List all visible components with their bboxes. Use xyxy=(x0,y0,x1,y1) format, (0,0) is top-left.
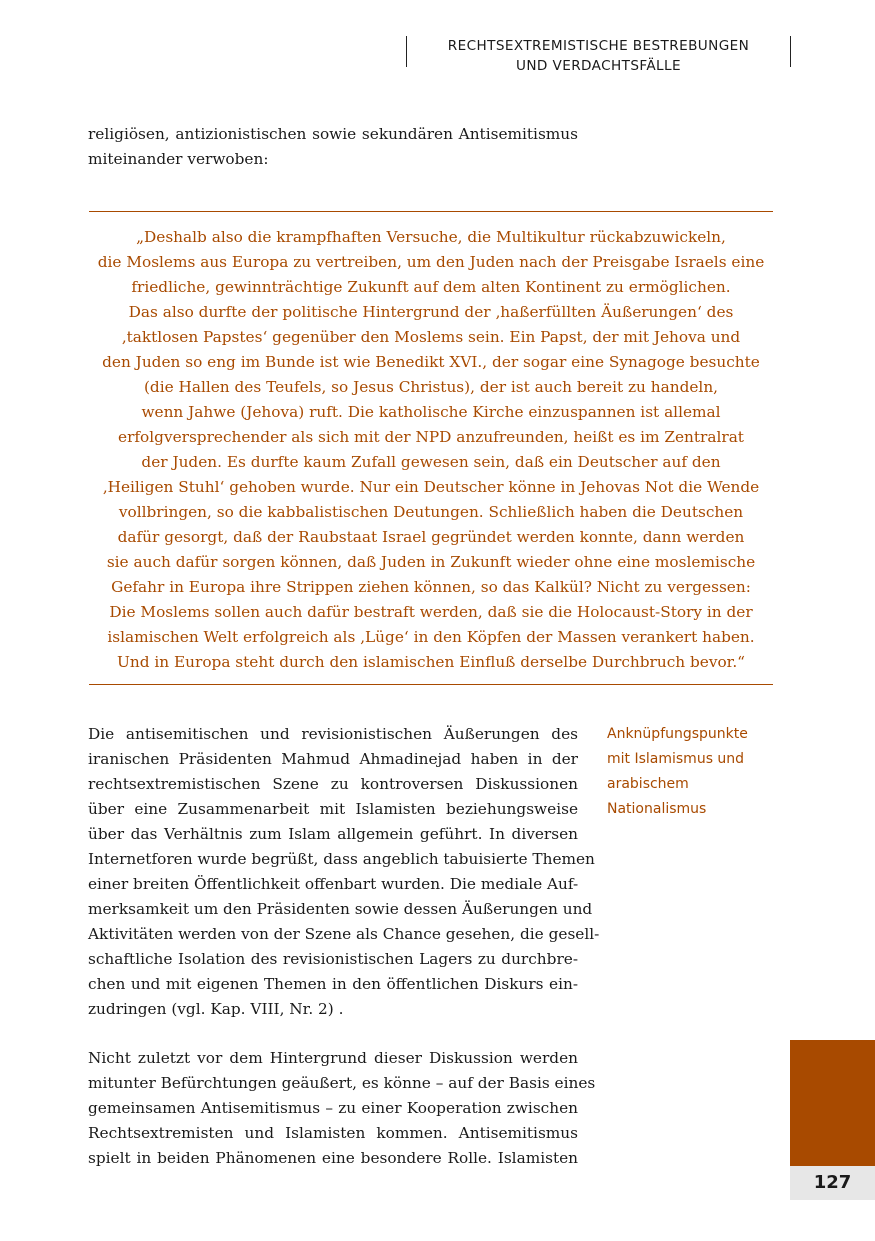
body-paragraph-2 xyxy=(88,1046,596,1171)
margin-note xyxy=(607,722,777,822)
quote-line: vollbringen, so die kabbalistischen Deutungen. Schließlich haben die Deutschen xyxy=(118,503,744,521)
quote-line: die Moslems aus Europa zu vertreiben, um den Juden nach der Preisgabe Israels eine xyxy=(97,253,765,271)
paragraph-line: iranischen Präsidenten Mahmud Ahmadinejad haben in der xyxy=(88,750,578,768)
paragraph-line: schaftliche Isolation des revisionistischen Lagers zu durchbre- xyxy=(88,950,578,968)
quote-line: ‚taktlosen Papstes‘ gegenüber den Moslems sein. Ein Papst, der mit Jehova und xyxy=(121,328,741,346)
quote-line: islamischen Welt erfolgreich als ‚Lüge‘ in den Köpfen der Massen verankert haben. xyxy=(107,628,755,646)
intro-line: miteinander verwoben: xyxy=(88,150,269,168)
quote-line: Und in Europa steht durch den islamischen Einfluß derselbe Durchbruch bevor.“ xyxy=(116,653,746,671)
quote-line: Die Moslems sollen auch dafür bestraft werden, daß sie die Holocaust-Story in der xyxy=(109,603,753,621)
chapter-tab xyxy=(790,1040,875,1166)
quote-line: dafür gesorgt, daß der Raubstaat Israel gegründet werden konnte, dann werden xyxy=(117,528,745,546)
margin-note-line: arabischem xyxy=(607,776,689,792)
quote-line: Das also durfte der politische Hintergrund der ‚haßerfüllten Äußerungen‘ des xyxy=(128,303,734,321)
quote-line: erfolgversprechender als sich mit der NPD anzufreunden, heißt es im Zentralrat xyxy=(118,428,744,446)
page-number-box xyxy=(790,1166,875,1200)
quote-line: ‚Heiligen Stuhl‘ gehoben wurde. Nur ein Deutscher könne in Jehovas Not die Wende xyxy=(102,478,760,496)
paragraph-line: über eine Zusammenarbeit mit Islamisten beziehungsweise xyxy=(88,800,578,818)
paragraph-line: über das Verhältnis zum Islam allgemein geführt. In diversen xyxy=(88,825,578,843)
paragraph-line: merksamkeit um den Präsidenten sowie dessen Äußerungen und xyxy=(88,900,593,918)
quote-line: der Juden. Es durfte kaum Zufall gewesen sein, daß ein Deutscher auf den xyxy=(141,453,721,471)
intro-paragraph xyxy=(88,122,578,172)
intro-line: religiösen, antizionistischen sowie sekundären Antisemitismus xyxy=(88,125,578,143)
quote-line: „Deshalb also die krampfhaften Versuche, die Multikultur rückabzuwickeln, xyxy=(136,228,726,246)
quote-line: den Juden so eng im Bunde ist wie Benedikt XVI., der sogar eine Synagoge besuchte xyxy=(102,353,760,371)
paragraph-line: zudringen (vgl. Kap. VIII, Nr. 2) . xyxy=(88,1000,344,1018)
quote-line: friedliche, gewinnträchtige Zukunft auf dem alten Kontinent zu ermöglichen. xyxy=(131,278,731,296)
quote-line: sie auch dafür sorgen können, daß Juden in Zukunft wieder ohne eine moslemische xyxy=(106,553,756,571)
page-number: 127 xyxy=(813,1172,852,1193)
running-header-line-1: RECHTSEXTREMISTISCHE BESTREBUNGEN xyxy=(447,38,750,54)
paragraph-line: Internetforen wurde begrüßt, dass angeblich tabuisierte Themen xyxy=(88,850,595,868)
quote-line: wenn Jahwe (Jehova) ruft. Die katholische Kirche einzuspannen ist allemal xyxy=(141,403,721,421)
paragraph-line: Aktivitäten werden von der Szene als Chance gesehen, die gesell- xyxy=(88,925,600,943)
quote-line: (die Hallen des Teufels, so Jesus Christus), der ist auch bereit zu handeln, xyxy=(143,378,719,396)
paragraph-line: Nicht zuletzt vor dem Hintergrund dieser Diskussion werden xyxy=(88,1049,578,1067)
running-header-line-2: UND VERDACHTSFÄLLE xyxy=(516,58,681,74)
paragraph-line: chen und mit eigenen Themen in den öffentlichen Diskurs ein- xyxy=(88,975,578,993)
paragraph-line: mitunter Befürchtungen geäußert, es könne – auf der Basis eines xyxy=(88,1074,596,1092)
block-quote xyxy=(89,225,773,675)
paragraph-line: gemeinsamen Antisemitismus – zu einer Kooperation zwischen xyxy=(88,1099,578,1117)
paragraph-line: rechtsextremistischen Szene zu kontroversen Diskussionen xyxy=(88,775,578,793)
running-header xyxy=(406,36,791,74)
quote-box xyxy=(89,211,773,685)
paragraph-line: spielt in beiden Phänomenen eine besondere Rolle. Islamisten xyxy=(88,1149,578,1167)
paragraph-line: Die antisemitischen und revisionistischen Äußerungen des xyxy=(88,725,578,743)
body-paragraph-1 xyxy=(88,722,600,1022)
margin-note-line: mit Islamismus und xyxy=(607,751,745,767)
paragraph-line: Rechtsextremisten und Islamisten kommen. Antisemitismus xyxy=(88,1124,578,1142)
paragraph-line: einer breiten Öffentlichkeit offenbart wurden. Die mediale Auf- xyxy=(88,875,579,893)
margin-note-line: Nationalismus xyxy=(607,801,707,817)
margin-note-line: Anknüpfungspunkte xyxy=(607,726,748,742)
quote-line: Gefahr in Europa ihre Strippen ziehen können, so das Kalkül? Nicht zu vergessen: xyxy=(111,578,751,596)
